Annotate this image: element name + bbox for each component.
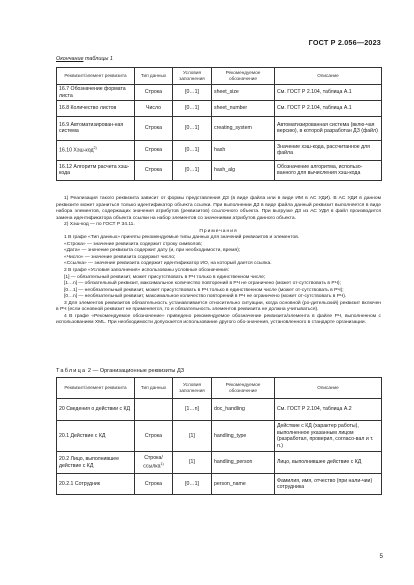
page-number: 5 [379, 553, 383, 560]
table-1 [56, 67, 382, 181]
note-item: 1 В графе «Тип данных» приняты рекомендуемые типы данных для значений реквизитов и элементов. [64, 235, 300, 241]
cell-condition: [0…1] [173, 140, 212, 160]
table-row [57, 399, 382, 421]
cell-designation: hash [212, 140, 275, 160]
table-header-row [57, 68, 382, 85]
cell-type: Строка/ ссылка$^{1)}$ [135, 452, 173, 474]
table-row [57, 474, 382, 495]
note-item: «Строка» — значение реквизита содержит строку символов; [64, 241, 203, 247]
cell-name: 16.8 Количество листов [57, 101, 135, 117]
table-2 [56, 377, 382, 495]
note-item: 2 В графе «Условия заполнения» использованы условные обозначения: [64, 268, 229, 274]
cell-condition: [1] [173, 421, 212, 452]
note-item: «Дата» — значение реквизита содержит дату (и, при необходимости, время); [64, 248, 241, 254]
cell-designation: handling_type [212, 421, 275, 452]
column-header: Условия заполнения [173, 68, 212, 85]
cell-name: 20.2 Лицо, выполнившее действие с КД [57, 452, 135, 474]
cell-name: 16.9 Автоматизирован-ная система [57, 116, 135, 140]
cell-condition: [0…1] [173, 474, 212, 495]
footnote-marker: 2) [93, 145, 97, 150]
table-row [57, 85, 382, 101]
column-header: Тип данных [135, 378, 173, 399]
cell-designation: doc_handling [212, 399, 275, 421]
cell-name: 16.7 Обозначение формата листа [57, 85, 135, 101]
document-code: ГОСТ Р 2.056—2023 [308, 38, 381, 47]
cell-description: Лицо, выполнившее действие с КД [275, 452, 382, 474]
cell-type: Строка [135, 140, 173, 160]
cell-description: Фамилия, имя, отчество (при нали-чии) сотрудника [275, 474, 382, 495]
note-item: 3 Для элементов реквизитов обязательность устанавливается относительно ситуации, когда основной (ро-дительский) реквизит включен в РЧ (если основной реквизит не применяется, то и обязательность элементов реквизита не должна учитываться). [56, 300, 381, 313]
notes-heading: Примечания [199, 228, 238, 234]
footnote: 1) Реализация такого реквизита зависит от формы представления ДЗ (в виде файла или в виде ИМ в АС УДИ). В АС УДИ в данном реквизите может храниться только идентификатор объекта ссылки. При выполнении ДЗ в виде файла данный реквизит выполняется в виде набора элементов, содержащих значения атрибутов (реквизитов) ссылочного объекта. При выгрузке ДЗ из АС УДИ в файл производится замена идентификатора объекта ссылки на набор элементов со значениями атрибутов данного объекта. [56, 196, 381, 221]
table2-caption: Таблица 2 — Организационные реквизиты ДЗ [56, 368, 185, 374]
cell-type: Строка [135, 160, 173, 180]
cell-name: 20.1 Действие с КД [57, 421, 135, 452]
cell-condition: [0…1] [173, 85, 212, 101]
cell-description: Действие с КД (характер работы), выполненное указанным лицом (разработал, проверил, согласо-вал и т. п.) [275, 421, 382, 452]
column-header: Описание [275, 68, 382, 85]
cell-name: 20 Сведения о действии с КД [57, 399, 135, 421]
cell-designation: creating_system [212, 116, 275, 140]
table-row [57, 421, 382, 452]
note-item: [0…1] — необязательный реквизит, может присутствовать в РЧ только в единственном числе (может от-сутствовать в РЧ); [64, 287, 344, 293]
cell-condition: [0…1] [173, 160, 212, 180]
footnote-marker: 1) [160, 461, 164, 466]
cell-type: Строка [135, 474, 173, 495]
note-item: 4 В графе «Рекомендуемое обозначение» приведено рекомендуемое обозначение реквизита/элемента в файле РЧ, выполненном с использованием XML. При необходимости допускается использование другого обо-значения, установленного в стандарте организации. [56, 313, 381, 326]
cell-type: Число [135, 101, 173, 117]
column-header: Реквизит/элемент реквизита [57, 378, 135, 399]
cell-condition: [0…1] [173, 101, 212, 117]
table1-continuation-title: Окончание таблицы 1 [56, 56, 113, 62]
cell-description: Автоматизированная система (вклю-чая версию), в которой разработан ДЗ (файл) [275, 116, 382, 140]
cell-type: Строка [135, 421, 173, 452]
cell-designation: handling_person [212, 452, 275, 474]
note-item: [1…n] — обязательный реквизит, максимальное количество повторений в РЧ не ограничено (может от-сутствовать в РЧ); [64, 281, 341, 287]
footnote: 2) Хэш-код — по ГОСТ Р 34.11. [64, 222, 135, 228]
table-row [57, 140, 382, 160]
table-header-row [57, 378, 382, 399]
cell-description: См. ГОСТ Р 2.104, таблица А.1 [275, 101, 382, 117]
table-row [57, 101, 382, 117]
cell-description: См. ГОСТ Р 2.104, таблица А.2 [275, 399, 382, 421]
cell-condition: [1] [173, 452, 212, 474]
column-header: Описание [275, 378, 382, 399]
cell-condition: [1…n] [173, 399, 212, 421]
cell-designation: hash_alg [212, 160, 275, 180]
cell-type [135, 399, 173, 421]
cell-designation: sheet_number [212, 101, 275, 117]
column-header: Тип данных [135, 68, 173, 85]
table-row [57, 452, 382, 474]
table1-notes [56, 196, 381, 327]
note-item: [0…n] — необязательный реквизит, максимальное количество повторений в РЧ не ограничено (может от-сутствовать в РЧ). [64, 294, 347, 300]
cell-type: Строка [135, 85, 173, 101]
column-header: Рекомендуемое обозначение [212, 68, 275, 85]
cell-condition: [0…1] [173, 116, 212, 140]
cell-description: Обозначение алгоритма, использо-ванного для вычисления хэш-кода [275, 160, 382, 180]
cell-description: Значение хэш-кода, рассчитанное для файла [275, 140, 382, 160]
column-header: Реквизит/элемент реквизита [57, 68, 135, 85]
column-header: Рекомендуемое обозначение [212, 378, 275, 399]
cell-name: 16.10 Хэш-код$^{2)}$ [57, 140, 135, 160]
cell-designation: sheet_size [212, 85, 275, 101]
cell-designation: person_name [212, 474, 275, 495]
column-header: Условия заполнения [173, 378, 212, 399]
note-item: [1] — обязательный реквизит, может присутствовать в РЧ только в единственном числе; [64, 274, 266, 280]
note-item: «Число» — значение реквизита содержит число; [64, 254, 176, 260]
table-row [57, 116, 382, 140]
note-item: «Ссылка» — значение реквизита содержит идентификатор ИО, на который дается ссылка. [64, 261, 272, 267]
cell-description: См. ГОСТ Р 2.104, таблица А.1 [275, 85, 382, 101]
table-row [57, 160, 382, 180]
cell-type: Строка [135, 116, 173, 140]
cell-name: 20.2.1 Сотрудник [57, 474, 135, 495]
cell-name: 16.12 Алгоритм расчета хэш-кода [57, 160, 135, 180]
